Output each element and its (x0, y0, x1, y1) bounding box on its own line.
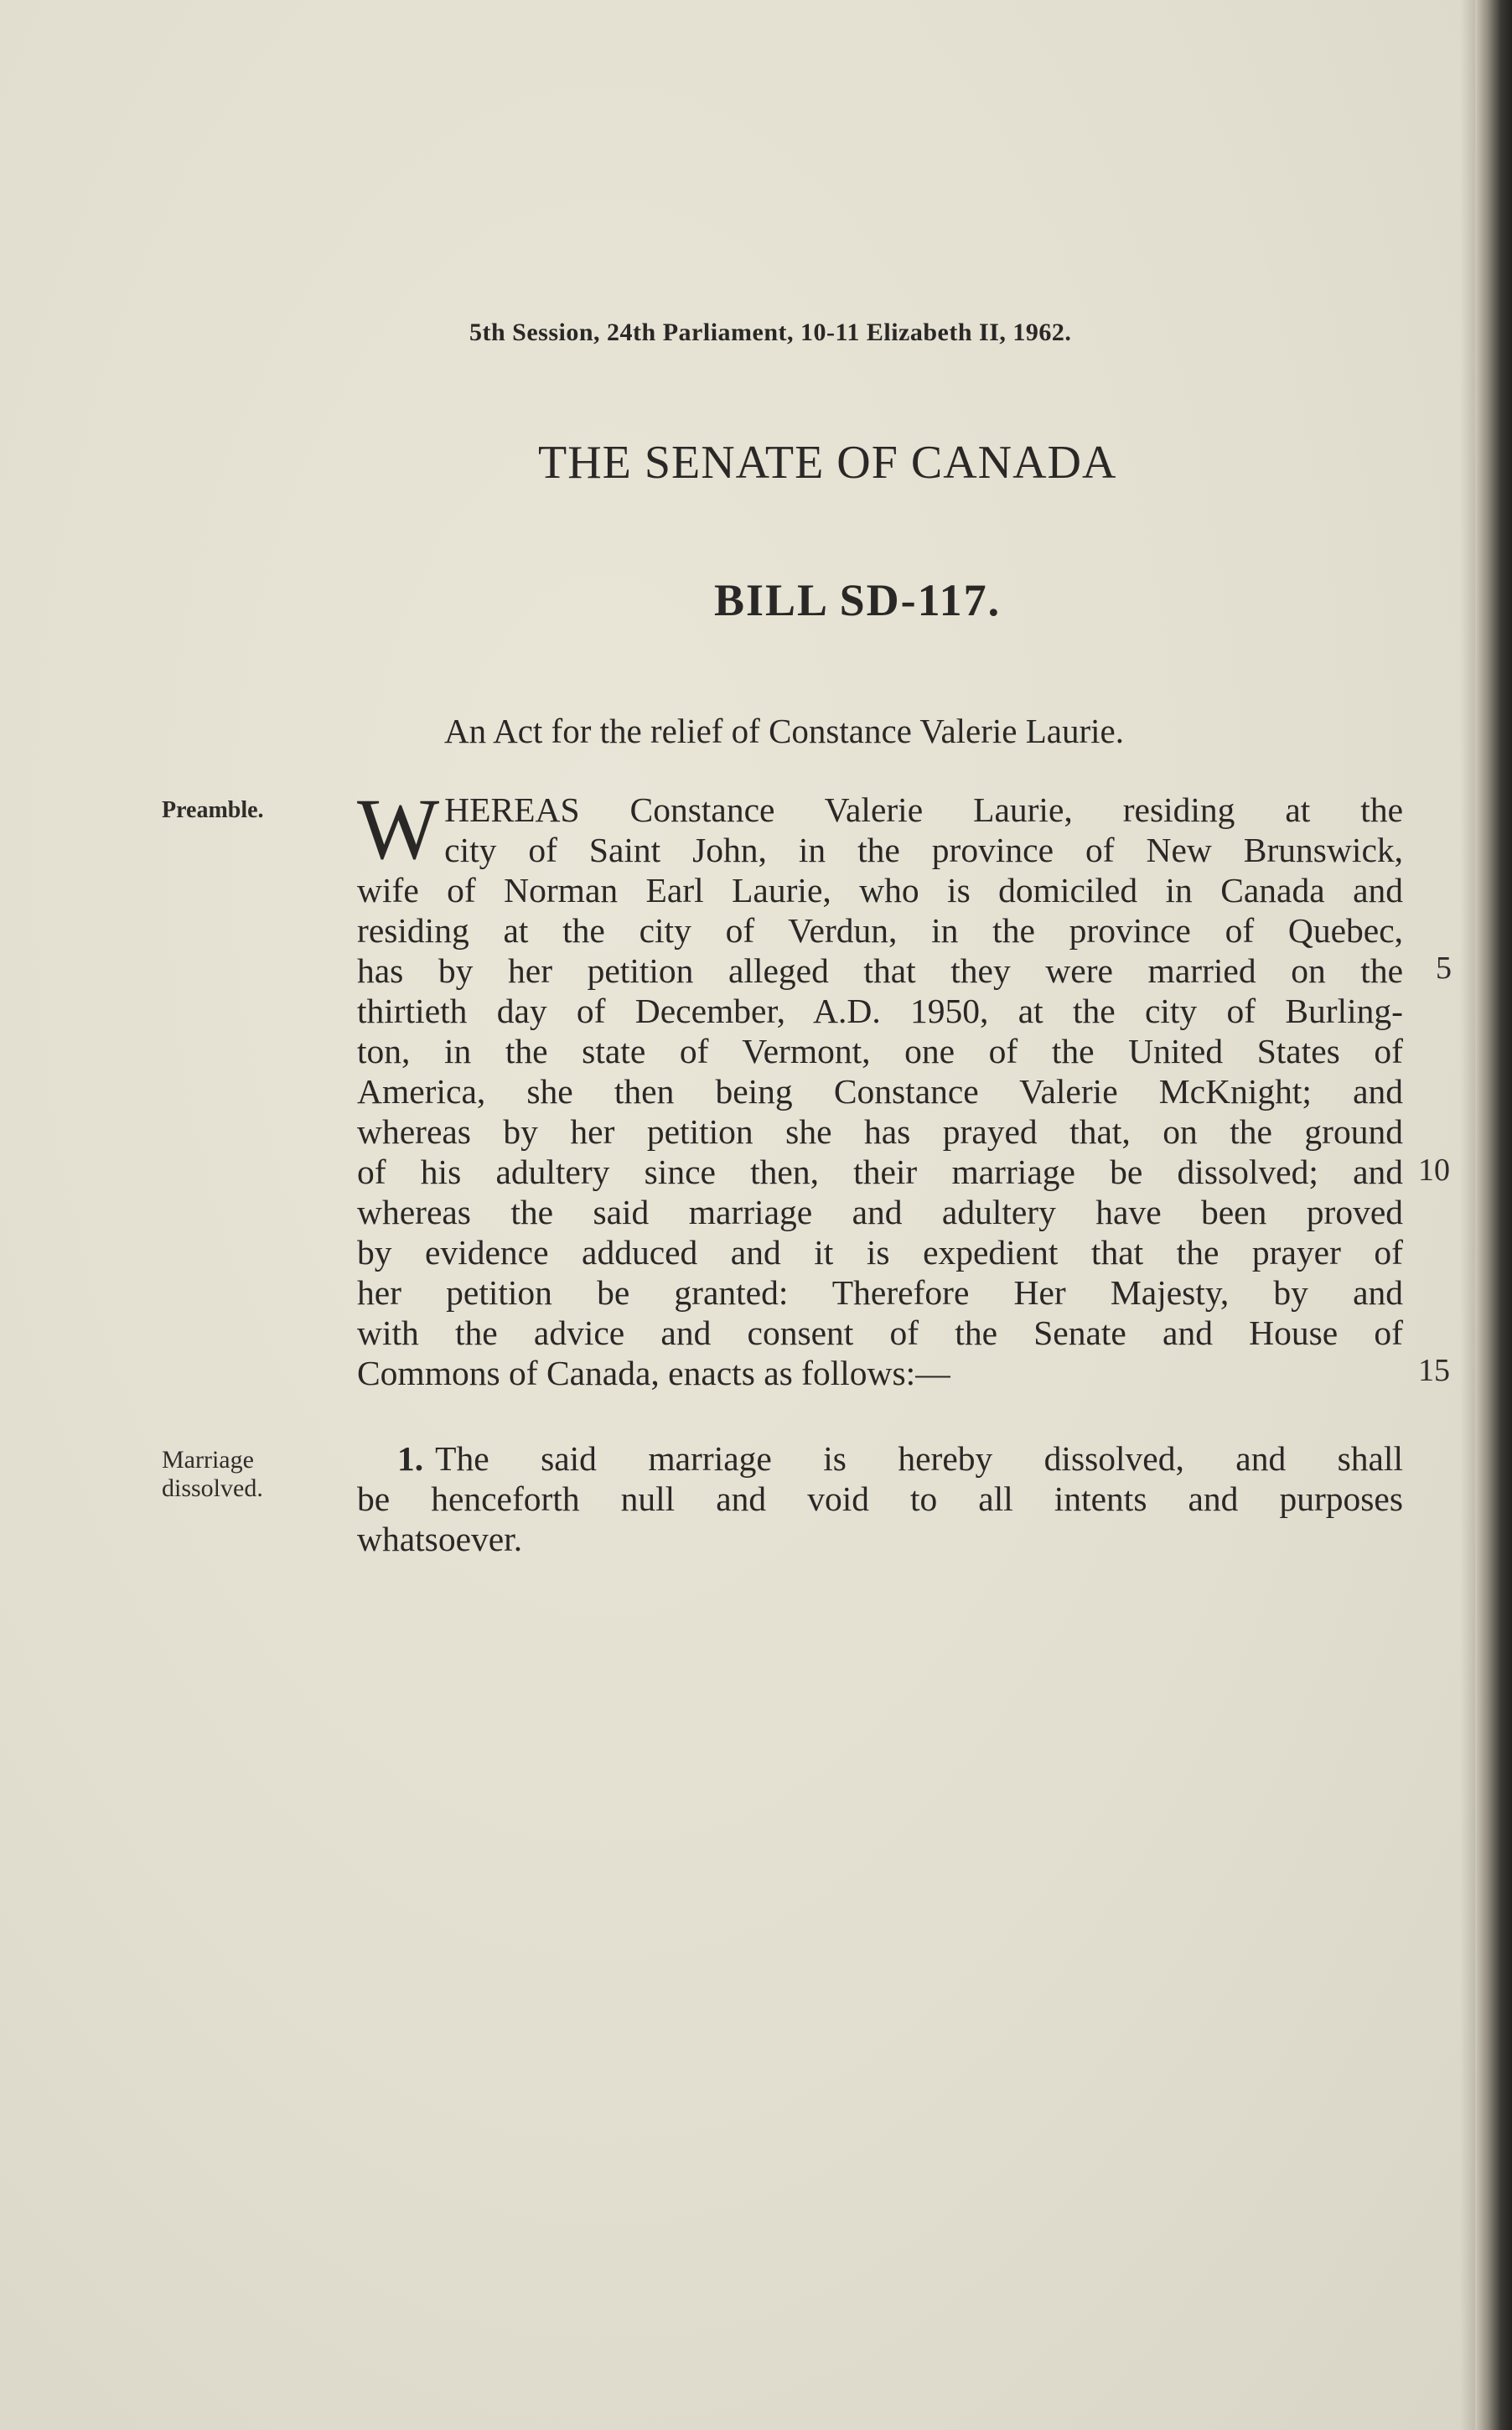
section-number: 1. (397, 1439, 424, 1478)
preamble-line: by evidence adduced and it is expedient that the prayer of (357, 1233, 1403, 1272)
preamble-line: residing at the city of Verdun, in the province of Quebec, (357, 911, 1403, 950)
section-1-paragraph (357, 1438, 1403, 1559)
preamble-line: thirtieth day of December, A.D. 1950, at the city of Burling- (357, 992, 1403, 1030)
preamble-line: whereas by her petition she has prayed that, on the ground (357, 1112, 1403, 1151)
line-number: 5 (1436, 951, 1452, 986)
book-spine (1475, 0, 1512, 2430)
preamble-line: whereas the said marriage and adultery have been proved (357, 1193, 1403, 1231)
section-line-text: The said marriage is hereby dissolved, and shall (435, 1439, 1403, 1478)
preamble-line: HEREAS Constance Valerie Laurie, residing at the (444, 790, 1403, 829)
act-title: An Act for the relief of Constance Valerie Laurie. (444, 712, 1124, 750)
section-line (357, 1438, 1403, 1479)
preamble-line: ton, in the state of Vermont, one of the United States of (357, 1032, 1403, 1070)
session-heading: 5th Session, 24th Parliament, 10-11 Elizabeth II, 1962. (469, 319, 1072, 346)
section-line: whatsoever. (357, 1520, 523, 1558)
chamber-title-text: THE SENATE OF CANADA (538, 437, 1117, 489)
line-number: 10 (1418, 1153, 1450, 1188)
margin-note-marriage-dissolved (162, 1446, 263, 1503)
margin-note-line: Marriage (162, 1446, 254, 1474)
drop-cap: W (357, 781, 440, 878)
preamble-line: America, she then being Constance Valerie McKnight; and (357, 1072, 1403, 1111)
margin-note-preamble: Preamble. (162, 797, 264, 823)
preamble-line: her petition be granted: Therefore Her Majesty, by and (357, 1273, 1403, 1312)
preamble-line: wife of Norman Earl Laurie, who is domiciled in Canada and (357, 871, 1403, 909)
line-number: 15 (1418, 1353, 1450, 1388)
bill-number: BILL SD-117. (714, 575, 1002, 625)
preamble-line: with the advice and consent of the Senate and House of (357, 1313, 1403, 1352)
page-shadow (1460, 0, 1475, 2430)
margin-note-line: dissolved. (162, 1474, 263, 1502)
preamble-line: city of Saint John, in the province of New Brunswick, (444, 831, 1403, 869)
preamble-line: has by her petition alleged that they were married on the (357, 951, 1403, 990)
section-line: be henceforth null and void to all intents and purposes (357, 1479, 1403, 1518)
preamble-paragraph (357, 781, 1403, 1393)
preamble-line: of his adultery since then, their marriage be dissolved; and (357, 1153, 1403, 1191)
preamble-line: Commons of Canada, enacts as follows:— (357, 1354, 950, 1392)
